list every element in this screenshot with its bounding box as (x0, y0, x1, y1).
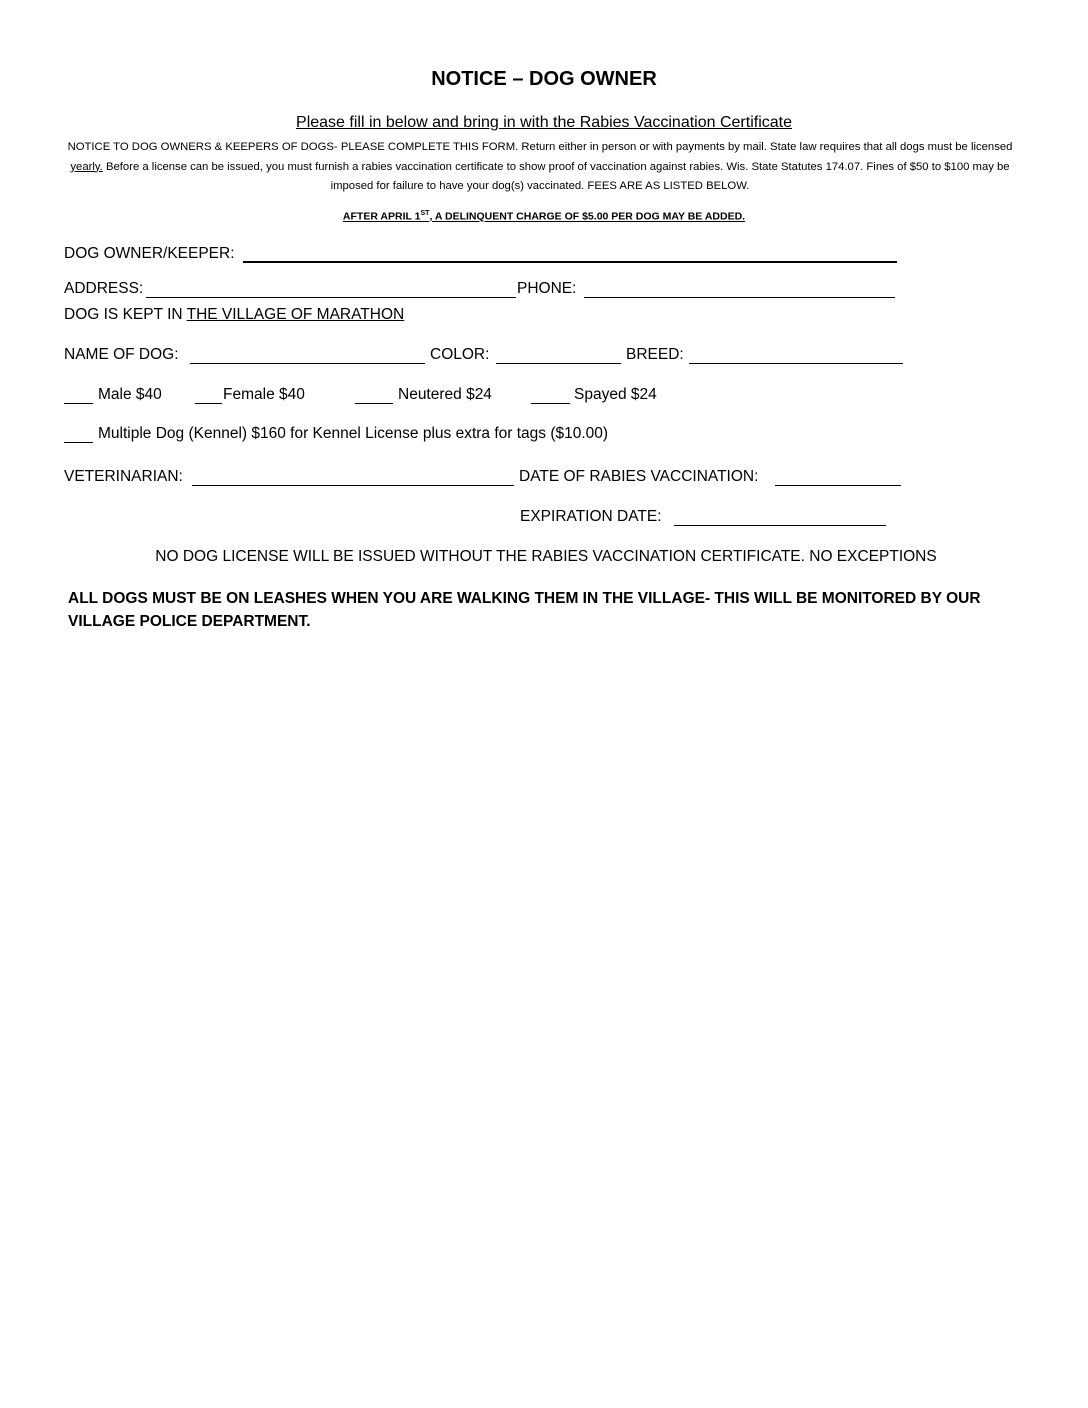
kept-value: THE VILLAGE OF MARATHON (186, 306, 405, 323)
expiration-label: EXPIRATION DATE: (520, 508, 662, 525)
rabies-date-label: DATE OF RABIES VACCINATION: (519, 468, 759, 485)
page-title: NOTICE – DOG OWNER (431, 68, 657, 90)
kennel-fee: Multiple Dog (Kennel) $160 for Kennel License plus extra for tags ($10.00) (98, 425, 609, 442)
address-field[interactable] (146, 297, 516, 298)
notice-text: NOTICE TO DOG OWNERS & KEEPERS OF DOGS- PLEASE COMPLETE THIS FORM. Return either in person or with payments by mail. State law requires that all dogs must be licensed (67, 141, 1013, 153)
phone-label: PHONE: (517, 280, 577, 297)
kept-label-text: DOG IS KEPT IN (64, 306, 183, 323)
spayed-checkbox[interactable] (531, 403, 570, 404)
expiration-field[interactable] (674, 525, 886, 526)
color-label: COLOR: (430, 346, 490, 363)
female-checkbox[interactable] (195, 403, 222, 404)
neutered-checkbox[interactable] (355, 403, 393, 404)
vet-field[interactable] (192, 485, 514, 486)
leash-notice: ALL DOGS MUST BE ON LEASHES WHEN YOU ARE WALKING THEM IN THE VILLAGE- THIS WILL BE MONITORED BY OUR VILLAGE POLICE DEPARTMENT. (68, 590, 981, 630)
kennel-checkbox[interactable] (64, 442, 93, 443)
delinquent-prefix: AFTER APRIL 1 (342, 210, 421, 223)
subtitle: Please fill in below and bring in with the Rabies Vaccination Certificate (296, 114, 792, 131)
delinquent-suffix: , A DELINQUENT CHARGE OF $5.00 PER DOG MAY BE ADDED. (429, 210, 746, 223)
notice-text-2: Before a license can be issued, you must furnish a rabies vaccination certificate to show proof of vaccination against rabies. Wis. State Statutes 174.07. Fines of $50 to $100 may be imposed for failure to have your dog(s) vaccinated. FEES ARE AS LISTED BELOW. (102, 160, 1010, 192)
female-fee: Female $40 (223, 386, 305, 403)
neutered-fee: Neutered $24 (398, 386, 492, 403)
notice-paragraph (60, 138, 1020, 197)
breed-label: BREED: (626, 346, 684, 363)
dog-name-label: NAME OF DOG: (64, 346, 179, 363)
spayed-fee: Spayed $24 (574, 386, 657, 403)
vet-label: VETERINARIAN: (64, 468, 183, 485)
notice-yearly: yearly. (70, 160, 103, 173)
delinquent-sup: ST (420, 210, 430, 217)
kept-label (64, 306, 404, 324)
male-checkbox[interactable] (64, 403, 93, 404)
color-field[interactable] (496, 363, 621, 364)
address-label: ADDRESS: (64, 280, 144, 297)
breed-field[interactable] (689, 363, 903, 364)
owner-label: DOG OWNER/KEEPER: (64, 245, 235, 262)
male-fee: Male $40 (98, 386, 162, 403)
delinquent-notice (0, 210, 1088, 223)
dog-name-field[interactable] (190, 363, 425, 364)
no-license-notice: NO DOG LICENSE WILL BE ISSUED WITHOUT THE RABIES VACCINATION CERTIFICATE. NO EXCEPTIONS (155, 548, 937, 565)
rabies-date-field[interactable] (775, 485, 901, 486)
owner-field[interactable] (243, 261, 897, 263)
phone-field[interactable] (584, 297, 895, 298)
